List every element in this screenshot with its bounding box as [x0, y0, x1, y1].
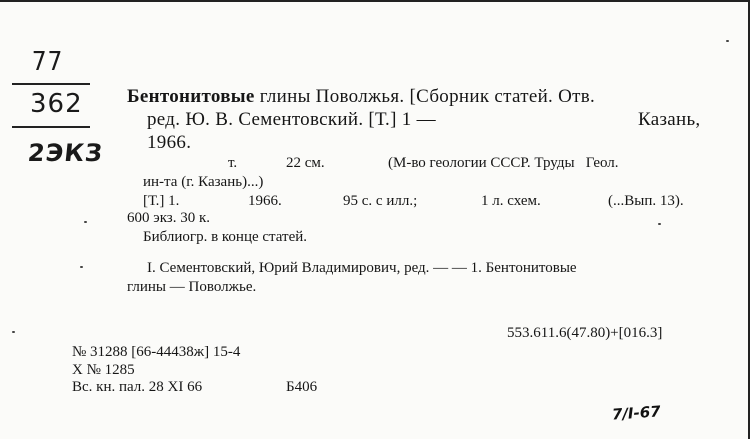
title-line: [127, 86, 595, 108]
print-run-price: 600 экз. 30 к.: [127, 210, 210, 226]
tracing-line1: I. Сементовский, Юрий Владимирович, ред. — — 1. Бентонитовые: [147, 260, 577, 276]
volume-number: [Т.] 1.: [143, 193, 180, 209]
footer-registration: № 31288 [66-44438ж] 15-4: [72, 344, 241, 360]
series-statement: (М-во геологии СССР. Труды Геол.: [388, 155, 619, 171]
title-heading-word: Бентонитовые: [127, 86, 255, 107]
classification-number: 553.611.6(47.80)+[016.3]: [507, 325, 663, 341]
speck: [80, 266, 83, 268]
tracing-line2: глины — Поволжье.: [127, 279, 257, 295]
call-number-line1: 77: [31, 47, 64, 77]
pagination: 95 с. с илл.;: [343, 193, 418, 209]
call-number-rule: [12, 83, 90, 85]
handwritten-date-note: 7/I-67: [611, 402, 662, 424]
copy-count: 2ЭКЗ: [26, 139, 105, 167]
volume-mark: т.: [228, 155, 238, 171]
speck: [658, 223, 661, 225]
speck: [726, 40, 729, 42]
call-number-line2: 362: [30, 89, 83, 119]
footer-x-number: Х № 1285: [72, 362, 135, 378]
issue-number: (...Вып. 13).: [608, 193, 684, 209]
place-of-publication: Казань,: [638, 109, 701, 130]
size: 22 см.: [286, 155, 325, 171]
footer-chamber-date: Вс. кн. пал. 28 XI 66: [72, 379, 203, 395]
speck: [12, 331, 15, 333]
footer-code: Б406: [286, 379, 318, 395]
editor-line: ред. Ю. В. Сементовский. [Т.] 1 —: [147, 109, 436, 130]
volume-year: 1966.: [248, 193, 282, 209]
call-number-rule: [12, 126, 90, 128]
speck: [84, 221, 87, 223]
publication-year: 1966.: [147, 132, 192, 153]
bibliography-note: Библиогр. в конце статей.: [143, 229, 308, 245]
series-continuation: ин-та (г. Казань)...): [143, 174, 264, 190]
maps-note: 1 л. схем.: [481, 193, 541, 209]
title-rest: глины Поволжья. [Сборник статей. Отв.: [254, 86, 596, 107]
